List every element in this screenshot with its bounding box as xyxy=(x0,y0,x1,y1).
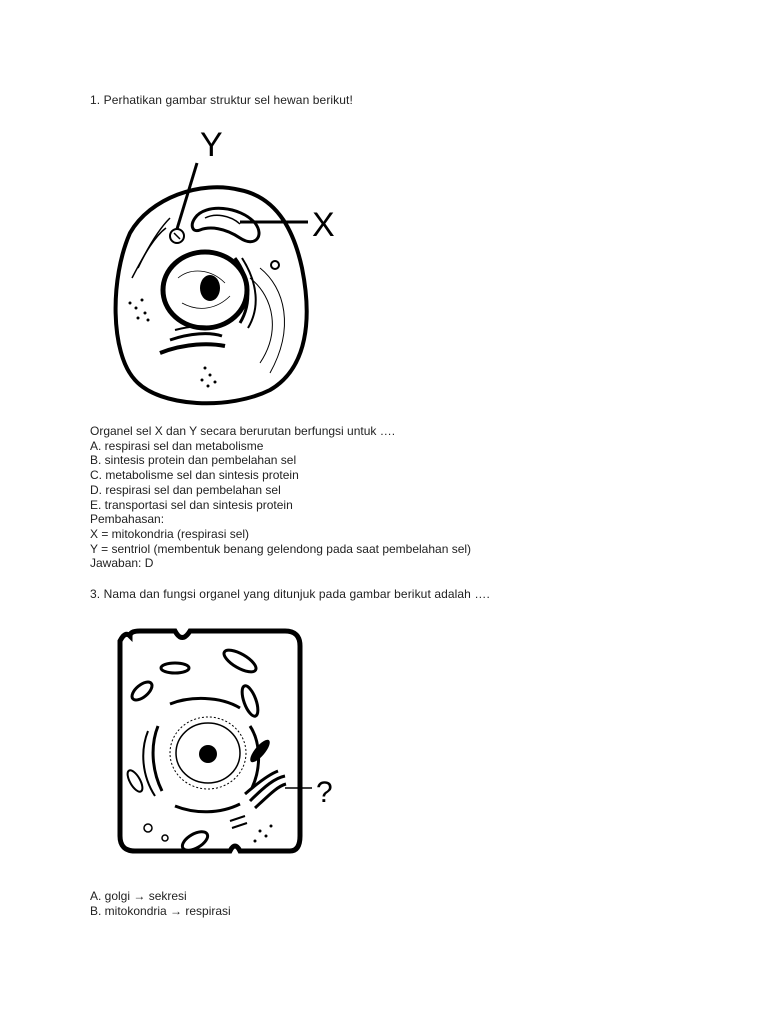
q3-option-a: A. golgi → sekresi xyxy=(90,889,187,903)
animal-cell-figure-1 xyxy=(90,118,360,408)
cell-membrane-rect xyxy=(120,631,300,851)
q3-option-b: B. mitokondria → respirasi xyxy=(90,903,231,918)
question-1-body xyxy=(90,424,471,571)
golgi xyxy=(245,771,286,808)
option-c: C. metabolisme sel dan sintesis protein xyxy=(90,468,299,483)
discussion-line-x: X = mitokondria (respirasi sel) xyxy=(90,526,250,541)
discussion-line-y: Y = sentriol (membentuk benang gelendong pada saat pembelahan sel) xyxy=(90,541,472,556)
question-3-title: 3. Nama dan fungsi organel yang ditunjuk pada gambar berikut adalah …. xyxy=(90,587,490,601)
option-e: E. transportasi sel dan sintesis protein xyxy=(90,497,293,512)
answer: Jawaban: D xyxy=(90,556,154,571)
nucleolus xyxy=(200,275,220,301)
label-y: Y xyxy=(200,126,223,164)
label-question: ? xyxy=(316,776,333,809)
label-x: X xyxy=(312,206,335,244)
discussion-header: Pembahasan: xyxy=(90,512,165,527)
question-3-options xyxy=(90,889,231,918)
option-b: B. sintesis protein dan pembelahan sel xyxy=(90,453,297,468)
question-1-text: Organel sel X dan Y secara berurutan berfungsi untuk …. xyxy=(90,424,396,438)
option-d: D. respirasi sel dan pembelahan sel xyxy=(90,482,281,497)
mitochondrion xyxy=(192,208,259,241)
animal-cell-figure-3 xyxy=(90,616,360,876)
nucleolus-3 xyxy=(199,745,217,763)
option-a: A. respirasi sel dan metabolisme xyxy=(90,438,264,453)
question-1-title: 1. Perhatikan gambar struktur sel hewan berikut! xyxy=(90,93,353,107)
